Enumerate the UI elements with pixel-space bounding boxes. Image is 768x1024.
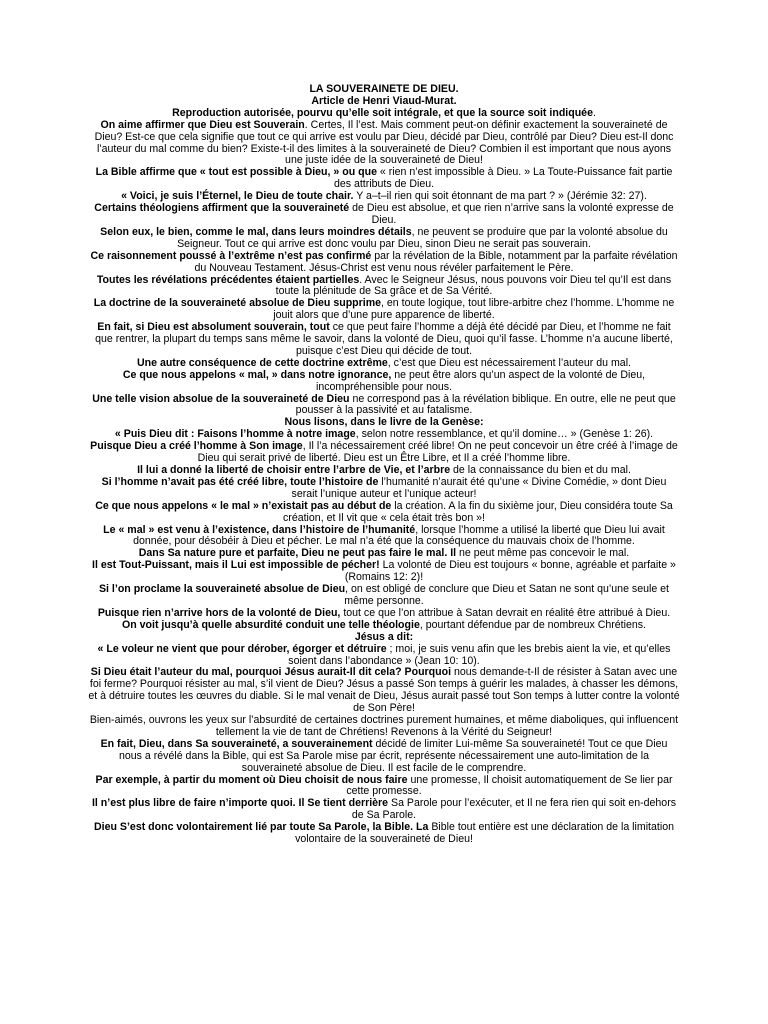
paragraph xyxy=(88,275,680,299)
paragraph-list xyxy=(88,96,680,846)
text-run: tout ce que l’on attribue à Satan devrait en réalité être attribué à Dieu. xyxy=(340,606,671,619)
paragraph xyxy=(88,203,680,227)
bold-run: Jésus a dit: xyxy=(354,630,414,643)
bold-run: La doctrine de la souveraineté absolue de Dieu supprime xyxy=(93,297,382,310)
bold-run: Toutes les révélations précédentes étaient partielles xyxy=(96,273,360,286)
text-run: , c’est que Dieu est nécessairement l’auteur du mal. xyxy=(387,356,631,369)
paragraph xyxy=(88,477,680,501)
text-run: ne peut être alors qu’un aspect de la volonté de Dieu, incompréhensible pour nous. xyxy=(315,368,646,393)
text-run: Bien-aimés, ouvrons les yeux sur l’absurdité de certaines doctrines purement humaines, et même diaboliques, qui influencent tellement la vie de tant de Chrétiens! Revenons à la Vérité du Seigneur! xyxy=(89,714,679,738)
bold-run: Certains théologiens affirment que la souveraineté xyxy=(94,202,350,215)
text-run: , selon notre ressemblance, et qu’il domine… » (Genèse 1: 26). xyxy=(355,428,654,441)
paragraph xyxy=(88,525,680,549)
bold-run: Ce raisonnement poussé à l’extrême n’est pas confirmé xyxy=(90,249,372,262)
text-run: ne peut même pas concevoir le mal. xyxy=(456,547,630,560)
text-run: , en toute logique, tout libre-arbitre chez l’homme. L’homme ne jouit alors que d’une pure apparence de liberté. xyxy=(273,297,675,322)
bold-run: Article de Henri Viaud-Murat. xyxy=(311,94,457,107)
paragraph xyxy=(88,120,680,168)
document-title: LA SOUVERAINETE DE DIEU. xyxy=(309,83,459,95)
text-run: l’humanité n’aurait été qu’une « Divine Comédie, » dont Dieu serait l’unique auteur et l’unique acteur! xyxy=(291,475,667,500)
text-run: , lorsque l’homme a utilisé la liberté que Dieu lui avait donnée, pour désobéir à Dieu et pécher. Le mal n’a été que la conséquence du mauvais choix de l’homme. xyxy=(133,523,665,548)
text-run: , on est obligé de conclure que Dieu et Satan ne sont qu’une seule et même personne. xyxy=(344,583,670,607)
bold-run: « Voici, je suis l’Éternel, le Dieu de toute chair. xyxy=(121,190,354,203)
paragraph xyxy=(88,644,680,668)
text-run: Bible tout entière est une déclaration de la limitation volontaire de la souveraineté de Dieu! xyxy=(295,821,674,846)
paragraph xyxy=(88,560,680,584)
text-run: ce que peut faire l’homme a déjà été décidé par Dieu, et l’homme ne fait que rentrer, la plupart du temps sans même le savoir, dans la volonté de Dieu, quoi qu’il fasse. L’homme n’a aucune liberté, puisque c’est Dieu qui décide de tout. xyxy=(95,321,673,357)
text-run: Sa Parole pour l’exécuter, et Il ne fera rien qui soit en-dehors de Sa Parole. xyxy=(351,797,677,822)
text-run: nous demande-t-Il de résister à Satan avec une foi ferme? Pourquoi résister au mal, s’il vient de Dieu? Jésus a passé Son temps à guérir les malades, à chasser les démons, et à détruire toutes les œuvres du diable. Si le mal venait de Dieu, Jésus aurait passé tout Son temps à lutter contre la volonté de Son Père! xyxy=(88,666,680,715)
text-run: une promesse, Il choisit automatiquement de Se lier par cette promesse. xyxy=(346,773,673,798)
bold-run: Une telle vision absolue de la souveraineté de Dieu xyxy=(92,392,350,405)
bold-run: On aime affirmer que Dieu est Souverain xyxy=(100,118,305,131)
bold-run: Si l’homme n’avait pas été créé libre, toute l’histoire de xyxy=(101,475,379,488)
bold-run: Le « mal » est venu à l’existence, dans l’histoire de l’humanité xyxy=(103,523,416,536)
text-run: de Dieu est absolue, et que rien n’arrive sans la volonté expresse de Dieu. xyxy=(349,202,674,226)
paragraph xyxy=(88,798,680,822)
bold-run: Nous lisons, dans le livre de la Genèse: xyxy=(284,416,484,429)
bold-run: « Puis Dieu dit : Faisons l’homme à notre image xyxy=(114,428,356,441)
bold-run: Ce que nous appelons « mal, » dans notre ignorance, xyxy=(122,368,392,381)
text-run: , ne peuvent se produire que par la volonté absolue du Seigneur. Tout ce qui arrive est donc voulu par Dieu, sinon Dieu ne serait pas souverain. xyxy=(177,225,668,250)
text-run: de la connaissance du bien et du mal. xyxy=(450,464,631,476)
text-run: par la révélation de la Bible, notamment par la parfaite révélation du Nouveau Testament. Jésus-Christ est venu nous révéler parfaitement le Père. xyxy=(194,249,678,274)
text-run: « rien n’est impossible à Dieu. » La Toute-Puissance fait partie des attributs de Dieu. xyxy=(333,166,673,191)
paragraph xyxy=(88,251,680,275)
paragraph xyxy=(88,775,680,799)
bold-run: Une autre conséquence de cette doctrine extrême xyxy=(136,356,388,369)
paragraph xyxy=(88,298,680,322)
bold-run: La Bible affirme que « tout est possible à Dieu, » ou que xyxy=(95,166,377,179)
text-run: La volonté de Dieu est toujours « bonne, agréable et parfaite » (Romains 12: 2)! xyxy=(344,559,676,584)
bold-run: Dans Sa nature pure et parfaite, Dieu ne peut pas faire le mal. Il xyxy=(138,547,457,560)
text-run: . Avec le Seigneur Jésus, nous pouvons voir Dieu tel qu’Il est dans toute la plénitude de Sa grâce et de Sa Vérité. xyxy=(275,273,672,298)
paragraph xyxy=(88,739,680,775)
bold-run: Puisque rien n’arrive hors de la volonté de Dieu, xyxy=(97,606,341,619)
paragraph xyxy=(88,501,680,525)
bold-run: « Le voleur ne vient que pour dérober, égorger et détruire xyxy=(97,642,387,655)
bold-run: Par exemple, à partir du moment où Dieu choisit de nous faire xyxy=(95,773,408,786)
bold-run: Dieu S’est donc volontairement lié par toute Sa Parole, la Bible. La xyxy=(94,821,429,834)
bold-run: Puisque Dieu a créé l’homme à Son image xyxy=(90,440,303,453)
bold-run: Si l’on proclame la souveraineté absolue de Dieu xyxy=(98,583,346,596)
bold-run: Ce que nous appelons « le mal » n’existait pas au début de xyxy=(95,499,392,512)
text-run: ne correspond pas à la révélation biblique. En outre, elle ne peut que pousser à la passivité et au fatalisme. xyxy=(295,392,676,417)
paragraph xyxy=(88,370,680,394)
bold-run: En fait, si Dieu est absolument souverain, tout xyxy=(97,321,330,334)
paragraph xyxy=(88,715,680,739)
bold-run: Il n’est plus libre de faire n’importe quoi. Il Se tient derrière xyxy=(91,797,389,810)
paragraph xyxy=(88,322,680,358)
text-run: . xyxy=(592,106,596,119)
text-run: , pourtant défendue par de nombreux Chrétiens. xyxy=(419,618,646,631)
text-run: ; moi, je suis venu afin que les brebis aient la vie, et qu’elles soient dans l’abondance » (Jean 10: 10). xyxy=(288,642,671,667)
text-run: Y a–t–il rien qui soit étonnant de ma part ? » (Jérémie 32: 27). xyxy=(353,190,647,203)
paragraph xyxy=(88,822,680,846)
text-run: . Certes, Il l’est. Mais comment peut-on définir exactement la souveraineté de Dieu? Est-ce que cela signifie que tout ce qui arrive est voulu par Dieu, décidé par Dieu, contrôlé par Dieu? Dieu est-Il donc l’auteur du mal comme du bien? Existe-t-il des limites à la souveraineté de Dieu? Combien il est important que nous ayons une juste idée de la souveraineté de Dieu! xyxy=(94,118,674,167)
paragraph xyxy=(88,441,680,465)
bold-run: Il est Tout-Puissant, mais il Lui est impossible de pécher! xyxy=(92,559,380,572)
paragraph xyxy=(88,167,680,191)
paragraph xyxy=(88,584,680,608)
text-run: , Il l’a nécessairement créé libre! On ne peut concevoir un être créé à l’image de Dieu qui serait privé de liberté. Dieu est un Être Libre, et Il a créé l’homme libre. xyxy=(197,440,678,465)
paragraph xyxy=(88,667,680,715)
text-run: décidé de limiter Lui-même Sa souveraineté! Tout ce que Dieu nous a révélé dans la Bible, qui est Sa Parole mise par écrit, représente nécessairement une auto-limitation de la souveraineté absolue de Dieu. Il est facile de le comprendre. xyxy=(119,737,668,774)
bold-run: Selon eux, le bien, comme le mal, dans leurs moindres détails xyxy=(100,225,412,238)
document-body xyxy=(88,84,680,846)
bold-run: Reproduction autorisée, pourvu qu’elle soit intégrale, et que la source soit indiquée xyxy=(172,106,593,119)
paragraph xyxy=(88,394,680,418)
text-run: la création. A la fin du sixième jour, Dieu considéra toute Sa création, et Il vit que « cela était très bon »! xyxy=(283,499,673,524)
paragraph xyxy=(88,227,680,251)
bold-run: En fait, Dieu, dans Sa souveraineté, a souverainement xyxy=(100,737,373,750)
bold-run: On voit jusqu’à quelle absurdité conduit une telle théologie xyxy=(122,618,420,631)
bold-run: Si Dieu était l’auteur du mal, pourquoi Jésus aurait-Il dit cela? Pourquoi xyxy=(90,666,452,679)
bold-run: Il lui a donné la liberté de choisir entre l’arbre de Vie, et l’arbre xyxy=(137,464,451,476)
